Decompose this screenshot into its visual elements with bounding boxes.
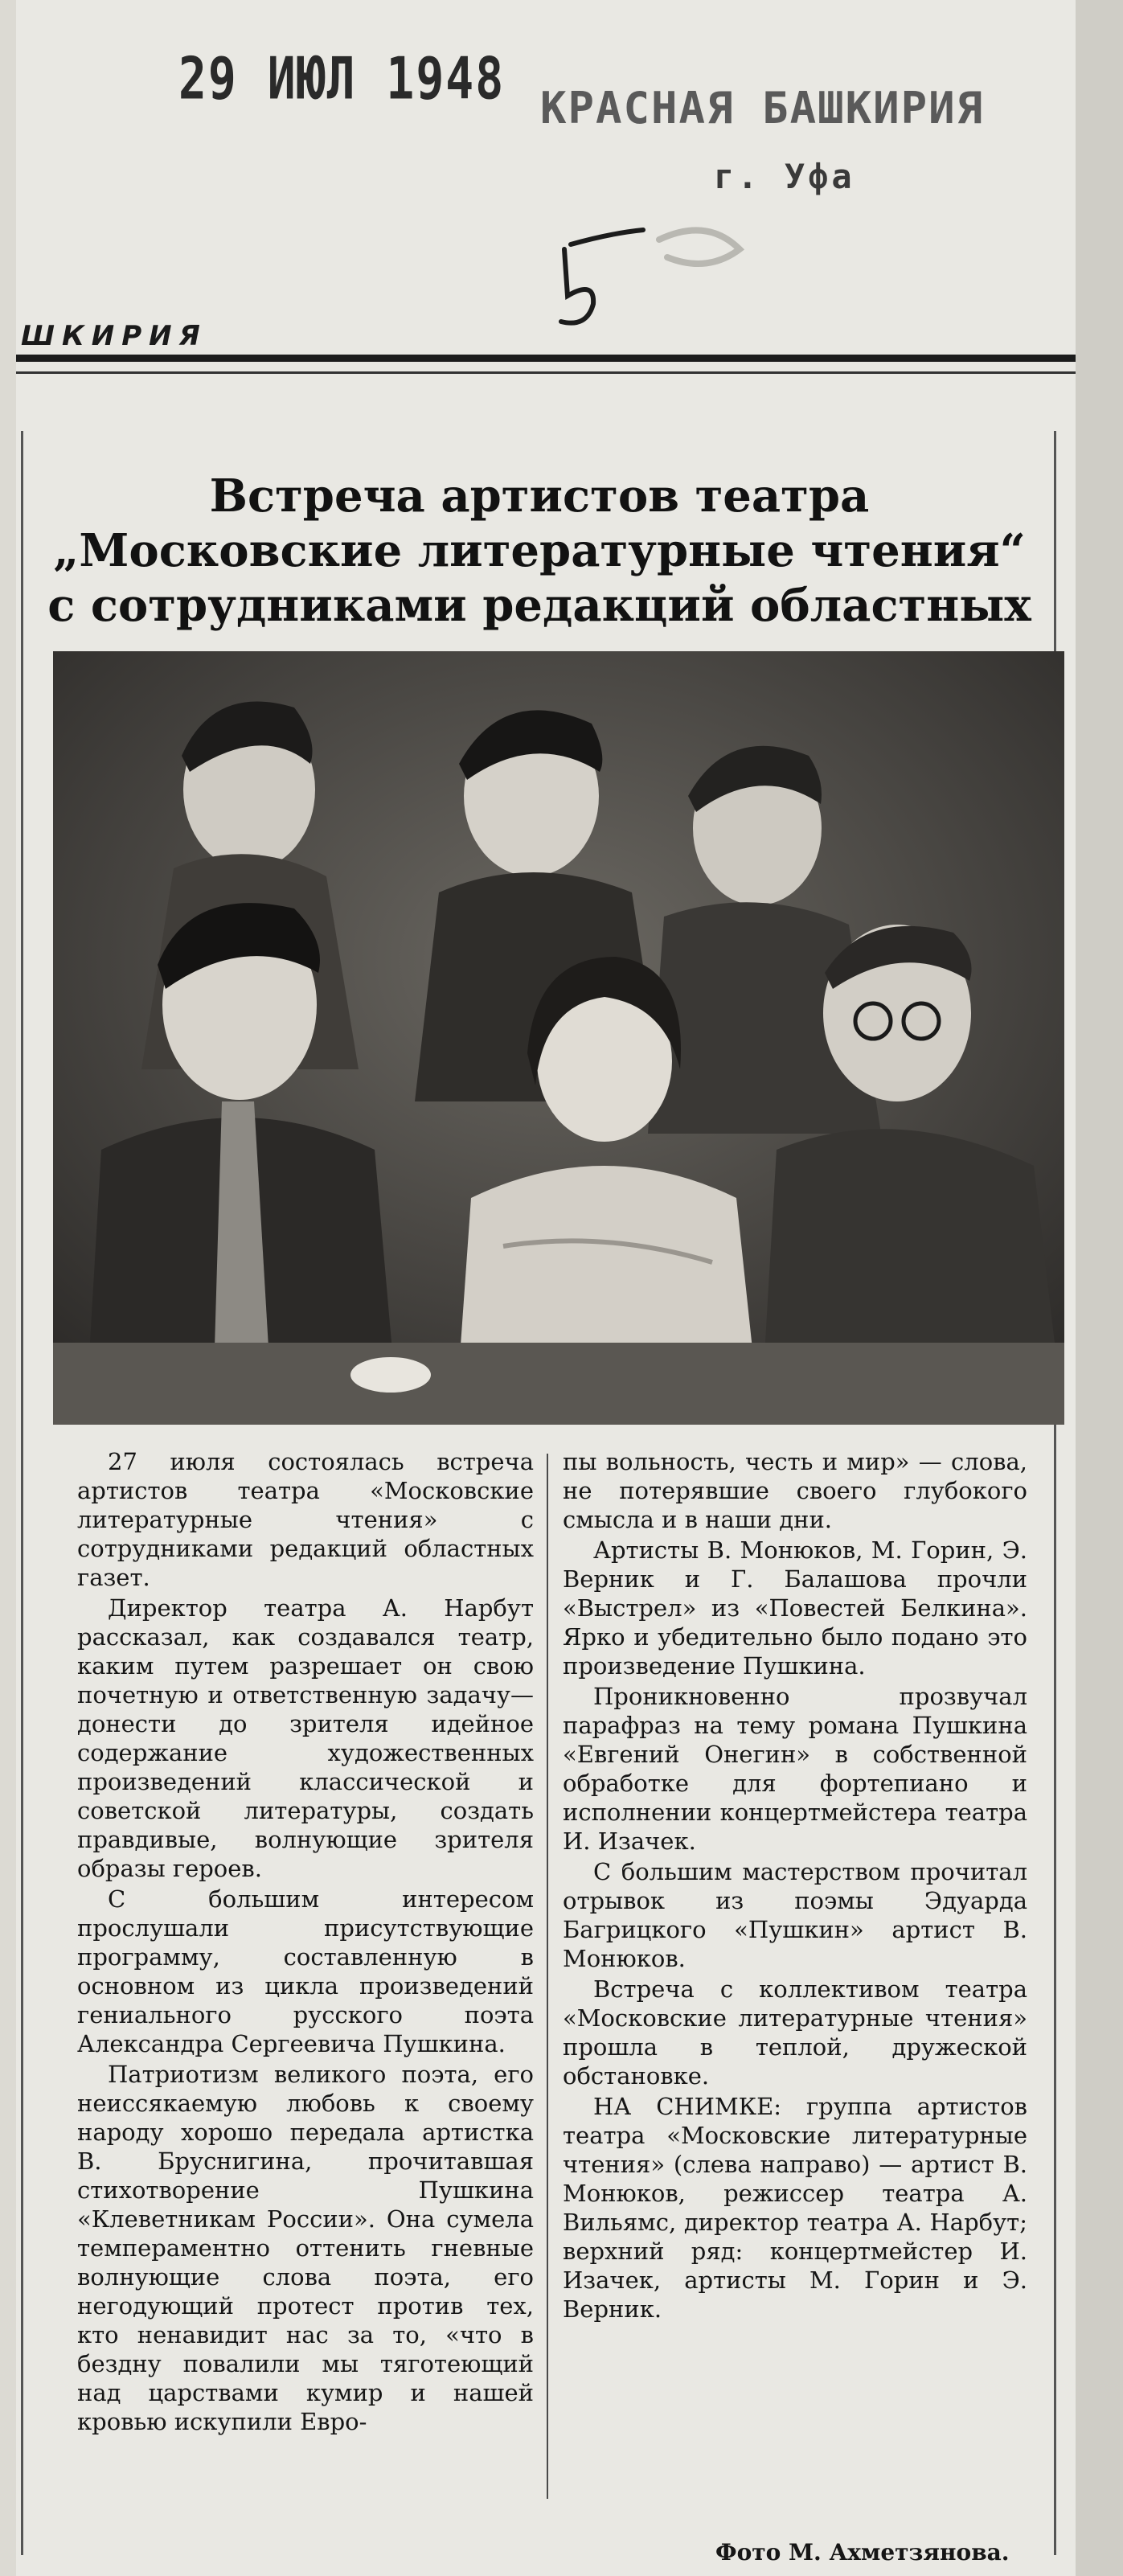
paragraph: Директор театра А. Нарбут рассказал, как создавался театр, каким путем разрешает он свою почетную и ответственную задачу—донести до зрителя идейное содержание художественных произведений классической и советской литературы, создать правдивые, волнующие зрителя образы героев. xyxy=(77,1594,534,1882)
column-divider xyxy=(547,1454,548,2499)
paragraph: Проникновенно прозвучал парафраз на тему романа Пушкина «Евгений Онегин» в собственной обработке для фортепиано и исполнении концертмейстера театра И. Изачек. xyxy=(563,1683,1027,1855)
city-stamp: г. Уфа xyxy=(714,157,855,196)
article-headline: Встреча артистов театра „Московские литературные чтения“ с сотрудниками редакций областных xyxy=(47,469,1031,632)
paragraph: С большим интересом прослушали присутствующие программу, составленную в основном из цикла произведений гениального русского поэта Александра Сергеевича Пушкина. xyxy=(77,1885,534,2057)
paragraph: пы вольность, честь и мир» — слова, не потерявшие своего глубокого смысла и в наши дни. xyxy=(563,1448,1027,1533)
article-column-left xyxy=(77,1447,534,2438)
paragraph: Патриотизм великого поэта, его неиссякаемую любовь к своему народу хорошо передала артистка В. Бруснигина, прочитавшая стихотворение Пушкина «Клеветникам России». Она сумела темпераментно оттенить гневные волнующие слова поэта, его негодующий протест против тех, кто ненавидит нас за то, «что в бездну повалили мы тяготеющий над царствами кумир и нашей кровью искупили Евро- xyxy=(77,2061,534,2435)
paragraph: Встреча с коллективом театра «Московские литературные чтения» прошла в теплой, дружеской обстановке. xyxy=(563,1975,1027,2090)
newspaper-name-stamp: КРАСНАЯ БАШКИРИЯ xyxy=(540,83,985,133)
date-stamp: 29 ИЮЛ 1948 xyxy=(178,44,506,113)
masthead-fragment: ШКИРИЯ xyxy=(21,320,207,352)
handwritten-mark xyxy=(547,201,756,330)
article-column-right xyxy=(563,1447,1027,2325)
masthead-rule xyxy=(16,355,1076,362)
scan-background xyxy=(1076,0,1123,2576)
photo-caption: НА СНИМКЕ: группа артистов театра «Московские литературные чтения» (слева направо) — артист В. Монюков, режиссер театра А. Вильямс, директор театра А. Нарбут; верхний ряд: концертмейстер И. Изачек, артисты М. Горин и Э. Верник. xyxy=(563,2093,1027,2323)
masthead-rule-thin xyxy=(16,371,1076,374)
paragraph: Артисты В. Монюков, М. Горин, Э. Верник и Г. Балашова прочли «Выстрел» из «Повестей Белкина». Ярко и убедительно было подано это произведение Пушкина. xyxy=(563,1536,1027,1680)
group-photo xyxy=(53,651,1064,1425)
paragraph: С большим мастерством прочитал отрывок из поэмы Эдуарда Багрицкого «Пушкин» артист В. Монюков. xyxy=(563,1858,1027,1972)
paragraph: 27 июля состоялась встреча артистов театра «Московские литературные чтения» с сотрудниками редакций областных газет. xyxy=(77,1448,534,1591)
photo-credit: Фото М. Ахметзянова. xyxy=(715,2539,1010,2566)
